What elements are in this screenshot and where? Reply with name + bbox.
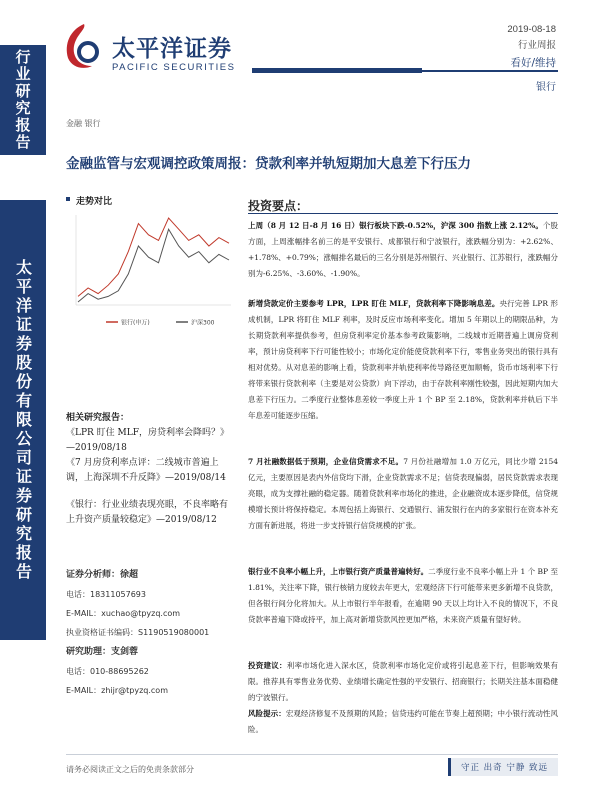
related-item[interactable]: 《LPR 盯住 MLF，房贷利率会降吗？》—2019/08/18 — [66, 428, 229, 453]
para-lpr — [248, 296, 558, 424]
para-text: 央行完善 LPR 形成机制，LPR 将盯住 MLF 利率，及时反应市场利率变化。增加 5 年期以上的期限品种，为长期贷款利率提供参考，但房贷利率定价基本参考政策影响，二线城市近期普遍上调房贷利率，预计房贷利率下行可能性较小；市场化定价能使贷款利率下行，零售业务突出的银行具有相对优势。从对息差的影响上看，贷款利率并轨使利率传导路径更加顺畅，货币市场利率下行将带来银行贷款利率（主要是对公贷款）向下浮动，由于存款利率刚性较强，因此短期内加大息差下行压力。二季度行业整体息差较一季度上升 1 个 BP 至 2.18%，贷款利率并轨后下半年息差可能逐步压缩。 — [248, 299, 558, 420]
para-text: 利率市场化进入深水区，贷款利率市场化定价或将引起息差下行，但影响效果有限。推荐具有零售业务优势、业绩增长确定性强的平安银行、招商银行；长期关注基本面稳健的宁波银行。 — [248, 661, 559, 702]
para-text: 7 月份社融增加 1.0 万亿元，同比少增 2154 亿元，主要原因是表内外信贷均下滑，企业贷款需求不足；信贷表现偏弱，居民贷款需求表现亮眼，成为支撑社融的稳定器。随着贷款利率市场化的推进，企业融资成本逐步降低，信贷规模增长预计将保持稳定。本周包括上海银行、交通银行、浦发银行在内的多家银行在资本补充方面有新进展，将进一步支持银行信贷规模的扩张。 — [248, 457, 558, 530]
para-social-financing — [248, 454, 558, 534]
company-logo — [62, 22, 252, 82]
analyst-email[interactable]: E-MAIL：xuchao@tpyzq.com — [66, 609, 181, 618]
trend-chart — [66, 210, 236, 330]
para-risk — [248, 706, 558, 738]
para-bold: 新增贷款定价主要参考 LPR，LPR 盯住 MLF，贷款利率下降影响息差。 — [248, 299, 500, 308]
footer-disclaimer: 请务必阅读正文之后的免责条款部分 — [66, 765, 194, 774]
footer-motto: 守正 出奇 宁静 致远 — [448, 758, 558, 776]
assistant-info — [66, 643, 168, 700]
series-line — [78, 218, 229, 296]
analyst-license: 执业资格证书编码：S1190519080001 — [66, 628, 210, 637]
rating-underline — [422, 70, 558, 72]
assistant-title: 研究助理：支剑蓉 — [66, 647, 139, 657]
legend-label: 沪深300 — [191, 319, 215, 327]
category-label: 金融 银行 — [66, 119, 101, 128]
legend-label: 银行(申万) — [121, 319, 150, 327]
footer-rule — [66, 754, 558, 755]
para-bold: 银行业不良率小幅上升，上市银行资产质量普遍转好。 — [248, 567, 429, 576]
para-bold: 风险提示： — [248, 709, 286, 718]
analyst-title: 证券分析师：徐超 — [66, 570, 139, 580]
related-item[interactable]: 《7 月房贷利率点评：二线城市普遍上调，上海深圳不升反降》—2019/08/14 — [66, 458, 226, 483]
para-text: 个股方面，上周涨幅排名前三的是平安银行、成都银行和宁波银行，涨跌幅分别为：+2.62%、+1.78%、+0.79%；涨幅排名最后的三名分别是苏州银行、兴业银行、江苏银行，涨跌幅分别为-6.25%、-3.60%、-1.90%。 — [248, 221, 558, 278]
para-investment-advice — [248, 658, 558, 706]
logo-mark-icon — [62, 22, 106, 72]
report-title: 金融监管与宏观调控政策周报：贷款利率并轨短期加大息差下行压力 — [66, 156, 471, 172]
trend-label: 走势对比 — [76, 197, 113, 207]
report-date: 2019-08-18 — [507, 24, 556, 35]
bullet-icon — [66, 197, 70, 201]
report-type: 行业周报 — [517, 40, 556, 51]
assistant-email[interactable]: E-MAIL：zhijr@tpyzq.com — [66, 686, 168, 695]
logo-name-en: PACIFIC SECURITIES — [112, 62, 236, 73]
logo-name-cn: 太平洋证券 — [112, 36, 232, 62]
analyst-phone: 电话：18311057693 — [66, 590, 146, 599]
analyst-info — [66, 566, 209, 642]
header-meta — [507, 22, 556, 54]
para-npl — [248, 564, 558, 628]
related-item[interactable]: 《银行：行业业绩表现亮眼，不良率略有上升资产质量较稳定》—2019/08/12 — [66, 500, 229, 525]
header-bar — [252, 68, 422, 73]
sidebar-top-banner — [0, 45, 46, 155]
para-bold: 7 月社融数据低于预期，企业信贷需求不足。 — [248, 457, 404, 466]
para-bold: 投资建议： — [248, 661, 287, 670]
para-weekly-performance — [248, 218, 558, 282]
related-title: 相关研究报告： — [66, 413, 130, 423]
sidebar-bottom-banner — [0, 200, 46, 640]
para-text: 宏观经济修复不及预期的风险；信贷违约可能在节奏上超预期；中小银行流动性风险。 — [248, 709, 558, 734]
industry-label: 银行 — [536, 82, 556, 93]
assistant-phone: 电话：010-88695262 — [66, 667, 149, 676]
key-points-title: 投资要点： — [248, 199, 309, 213]
sidebar-top-text: 行业研究报告 — [13, 49, 32, 151]
para-bold: 上周（8 月 12 日-8 月 16 日）银行板块下跌-0.52%，沪深 300 指数上涨 2.12%。 — [248, 221, 543, 230]
sidebar — [0, 0, 46, 792]
key-points-rule — [248, 213, 558, 214]
rating: 看好/维持 — [510, 57, 556, 69]
para-text: 二季度行业不良率小幅上升 1 个 BP 至 1.81%，关注率下降，银行核销力度较去年更大，宏观经济下行可能带来更多新增不良贷款，但各银行间分化将加大。从上市银行半年报看，在逾期 90 天以上均计入不良的情况下，不良贷款率普遍下降或持平，加上高对新增贷款风控更加严格，未来资产质量有望好转。 — [248, 567, 558, 624]
sidebar-bottom-text: 太平洋证券股份有限公司证券研究报告 — [13, 258, 33, 582]
